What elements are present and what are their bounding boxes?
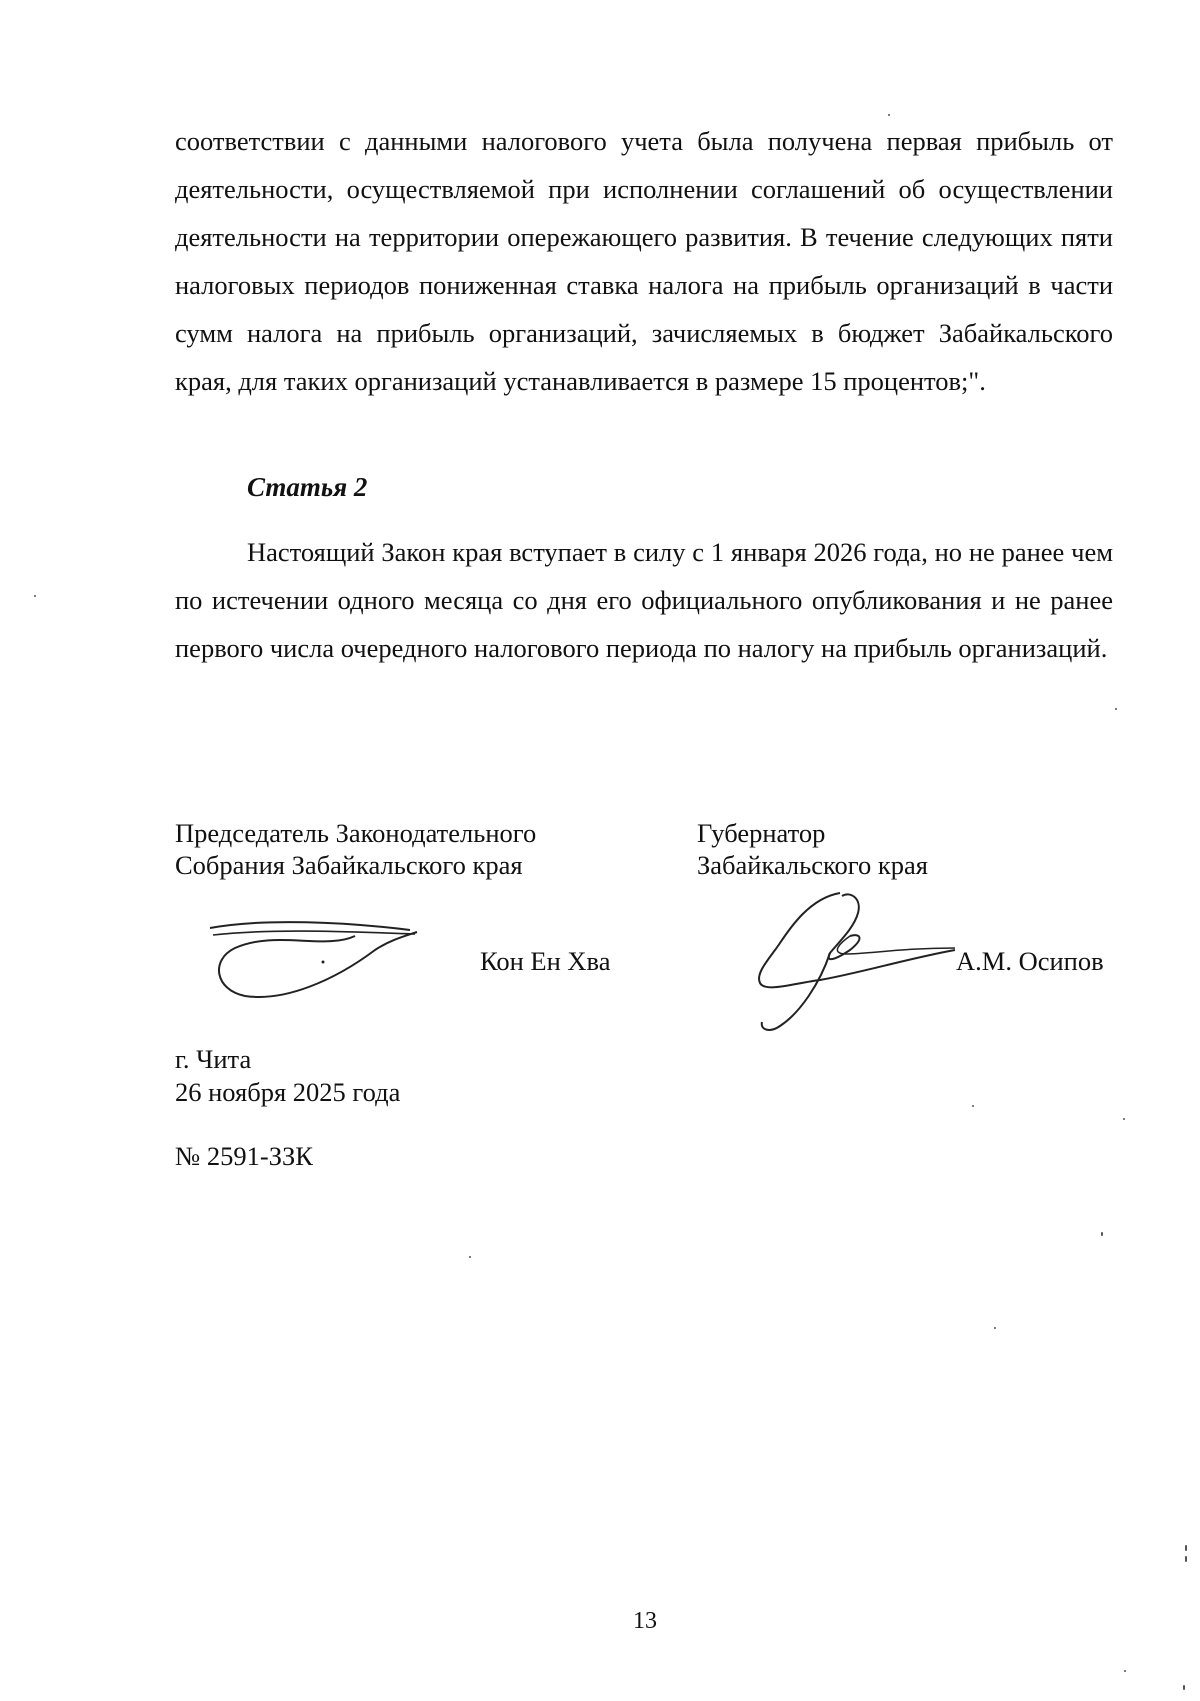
- scan-speck: [888, 114, 890, 116]
- scan-speck: [1115, 708, 1117, 710]
- page-number: 13: [633, 1608, 657, 1634]
- scan-speck: [972, 1105, 974, 1107]
- scan-speck: [1101, 1232, 1103, 1236]
- article-heading: Статья 2: [247, 472, 368, 502]
- governor-title-line-2: Забайкальского края: [697, 850, 928, 880]
- date: 26 ноября 2025 года: [175, 1077, 401, 1107]
- chairman-title: [175, 817, 536, 881]
- chairman-title-line-1: Председатель Законодательного: [175, 818, 537, 848]
- place-and-date: [175, 1043, 400, 1109]
- scan-speck: [1183, 1685, 1185, 1690]
- scan-speck: [1123, 1118, 1125, 1120]
- scan-speck: [1185, 1545, 1187, 1551]
- scan-speck: [1124, 1670, 1126, 1672]
- scan-speck: [34, 595, 36, 597]
- chairman-title-line-2: Собрания Забайкальского края: [175, 850, 523, 880]
- chairman-name: Кон Ен Хва: [480, 946, 611, 976]
- governor-title-line-1: Губернатор: [697, 818, 826, 848]
- governor-name: А.М. Осипов: [956, 946, 1104, 976]
- chairman-signature: [205, 910, 425, 1005]
- scan-speck: [1185, 1556, 1187, 1562]
- place: г. Чита: [175, 1044, 252, 1074]
- governor-signature: [750, 888, 960, 1038]
- body-paragraph-2: Настоящий Закон края вступает в силу с 1 января 2026 года, но не ранее чем по истечении одного месяца со дня его официального опубликования и не ранее первого числа очередного налогового периода по налогу на прибыль организаций.: [175, 537, 1113, 663]
- document-number: № 2591-ЗЗК: [175, 1141, 313, 1171]
- governor-title: [697, 817, 928, 881]
- body-paragraph-1: соответствии с данными налогового учета была получена первая прибыль от деятельности, осуществляемой при исполнении соглашений об осуществлении деятельности на территории опережающего развития. В течение следующих пяти налоговых периодов пониженная ставка налога на прибыль организаций в части сумм налога на прибыль организаций, зачисляемых в бюджет Забайкальского края, для таких организаций устанавливается в размере 15 процентов;".: [175, 126, 1113, 396]
- scan-speck: [994, 1327, 996, 1329]
- scan-speck: [469, 1256, 471, 1258]
